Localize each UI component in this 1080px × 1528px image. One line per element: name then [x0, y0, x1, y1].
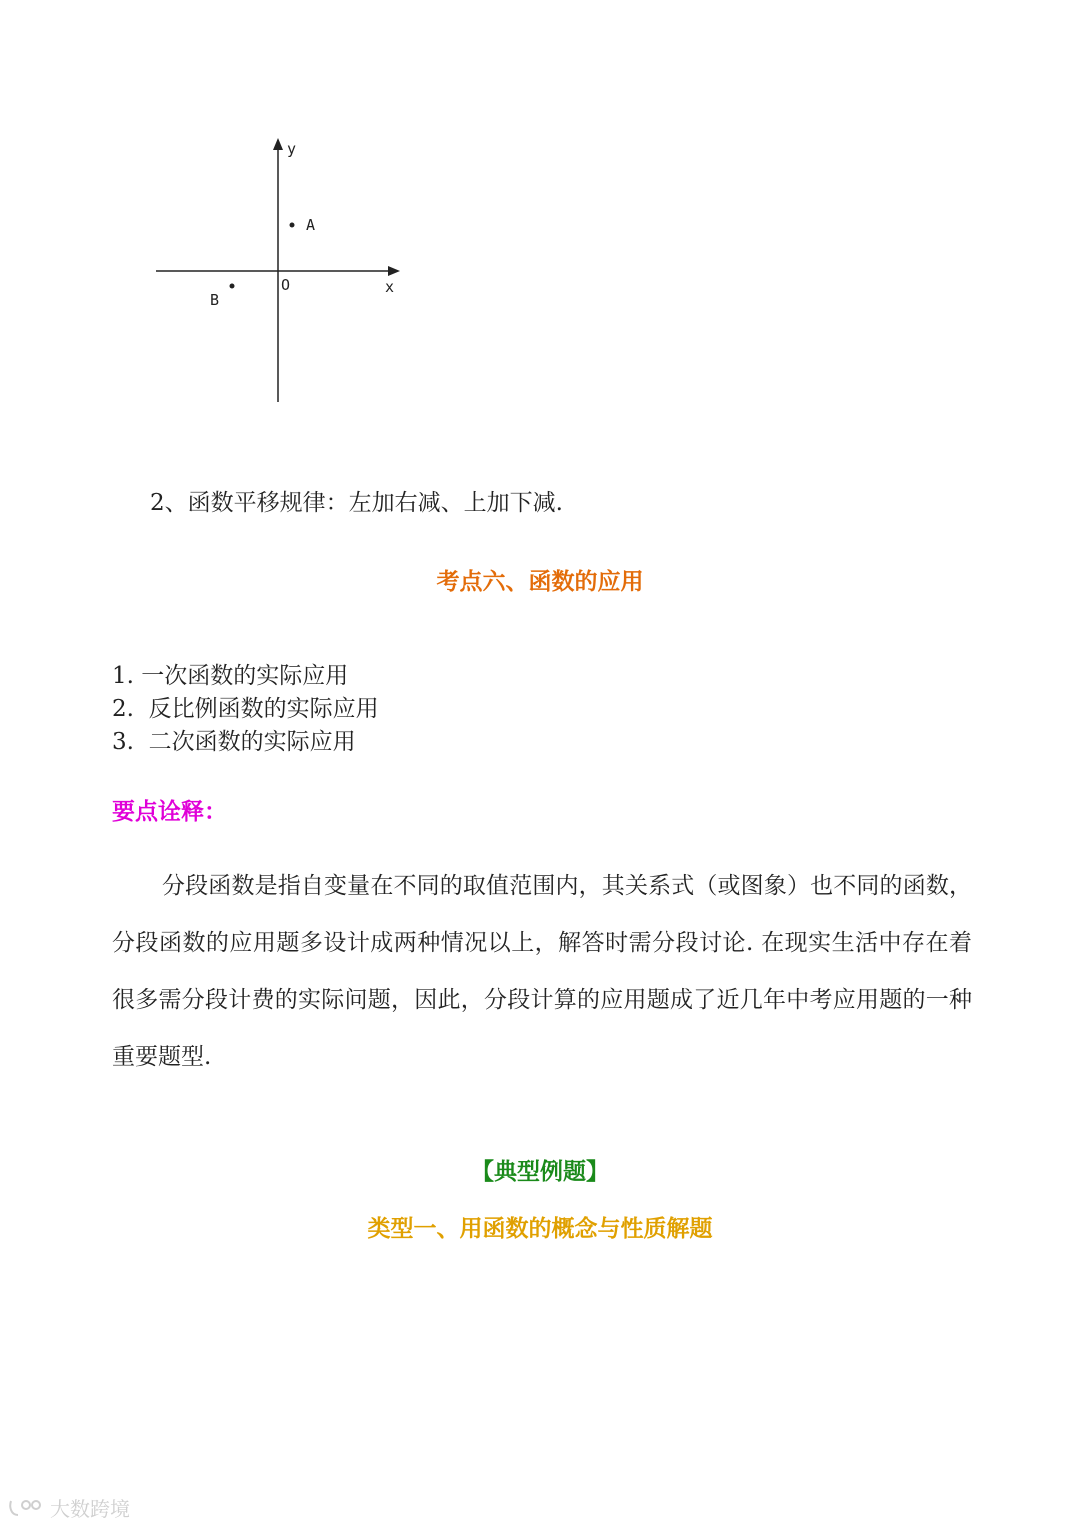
coordinate-diagram — [150, 130, 410, 410]
list-item: 1. 一次函数的实际应用 — [112, 663, 349, 689]
x-axis-label: x — [385, 278, 395, 296]
watermark-logo-icon — [8, 1497, 44, 1519]
application-list — [112, 660, 379, 759]
translation-rule-text: 2、函数平移规律：左加右减、上加下减. — [150, 490, 563, 516]
watermark-text: 大数跨境 — [50, 1497, 130, 1521]
origin-label: O — [281, 276, 291, 294]
y-axis-label: y — [287, 140, 297, 158]
coordinate-plane — [150, 130, 410, 410]
type-heading: 类型一、用函数的概念与性质解题 — [367, 1215, 713, 1242]
section-heading: 考点六、函数的应用 — [436, 568, 644, 595]
point-b — [230, 284, 235, 289]
watermark — [8, 1493, 130, 1522]
notes-heading: 要点诠释： — [112, 798, 227, 825]
list-item: 3. 二次函数的实际应用 — [112, 729, 356, 755]
y-axis-arrow — [273, 138, 283, 150]
point-a-label: A — [306, 216, 316, 234]
point-a — [290, 223, 295, 228]
notes-paragraph: 分段函数是指自变量在不同的取值范围内，其关系式（或图象）也不同的函数，分段函数的应用题多设计成两种情况以上，解答时需分段讨论. 在现实生活中存在着很多需分段计费的实际问题，因此，分段计算的应用题成了近几年中考应用题的一种重要题型. — [112, 873, 972, 1070]
list-item: 2. 反比例函数的实际应用 — [112, 696, 379, 722]
point-b-label: B — [210, 291, 220, 309]
examples-heading: 【典型例题】 — [471, 1158, 609, 1185]
x-axis-arrow — [388, 266, 400, 276]
